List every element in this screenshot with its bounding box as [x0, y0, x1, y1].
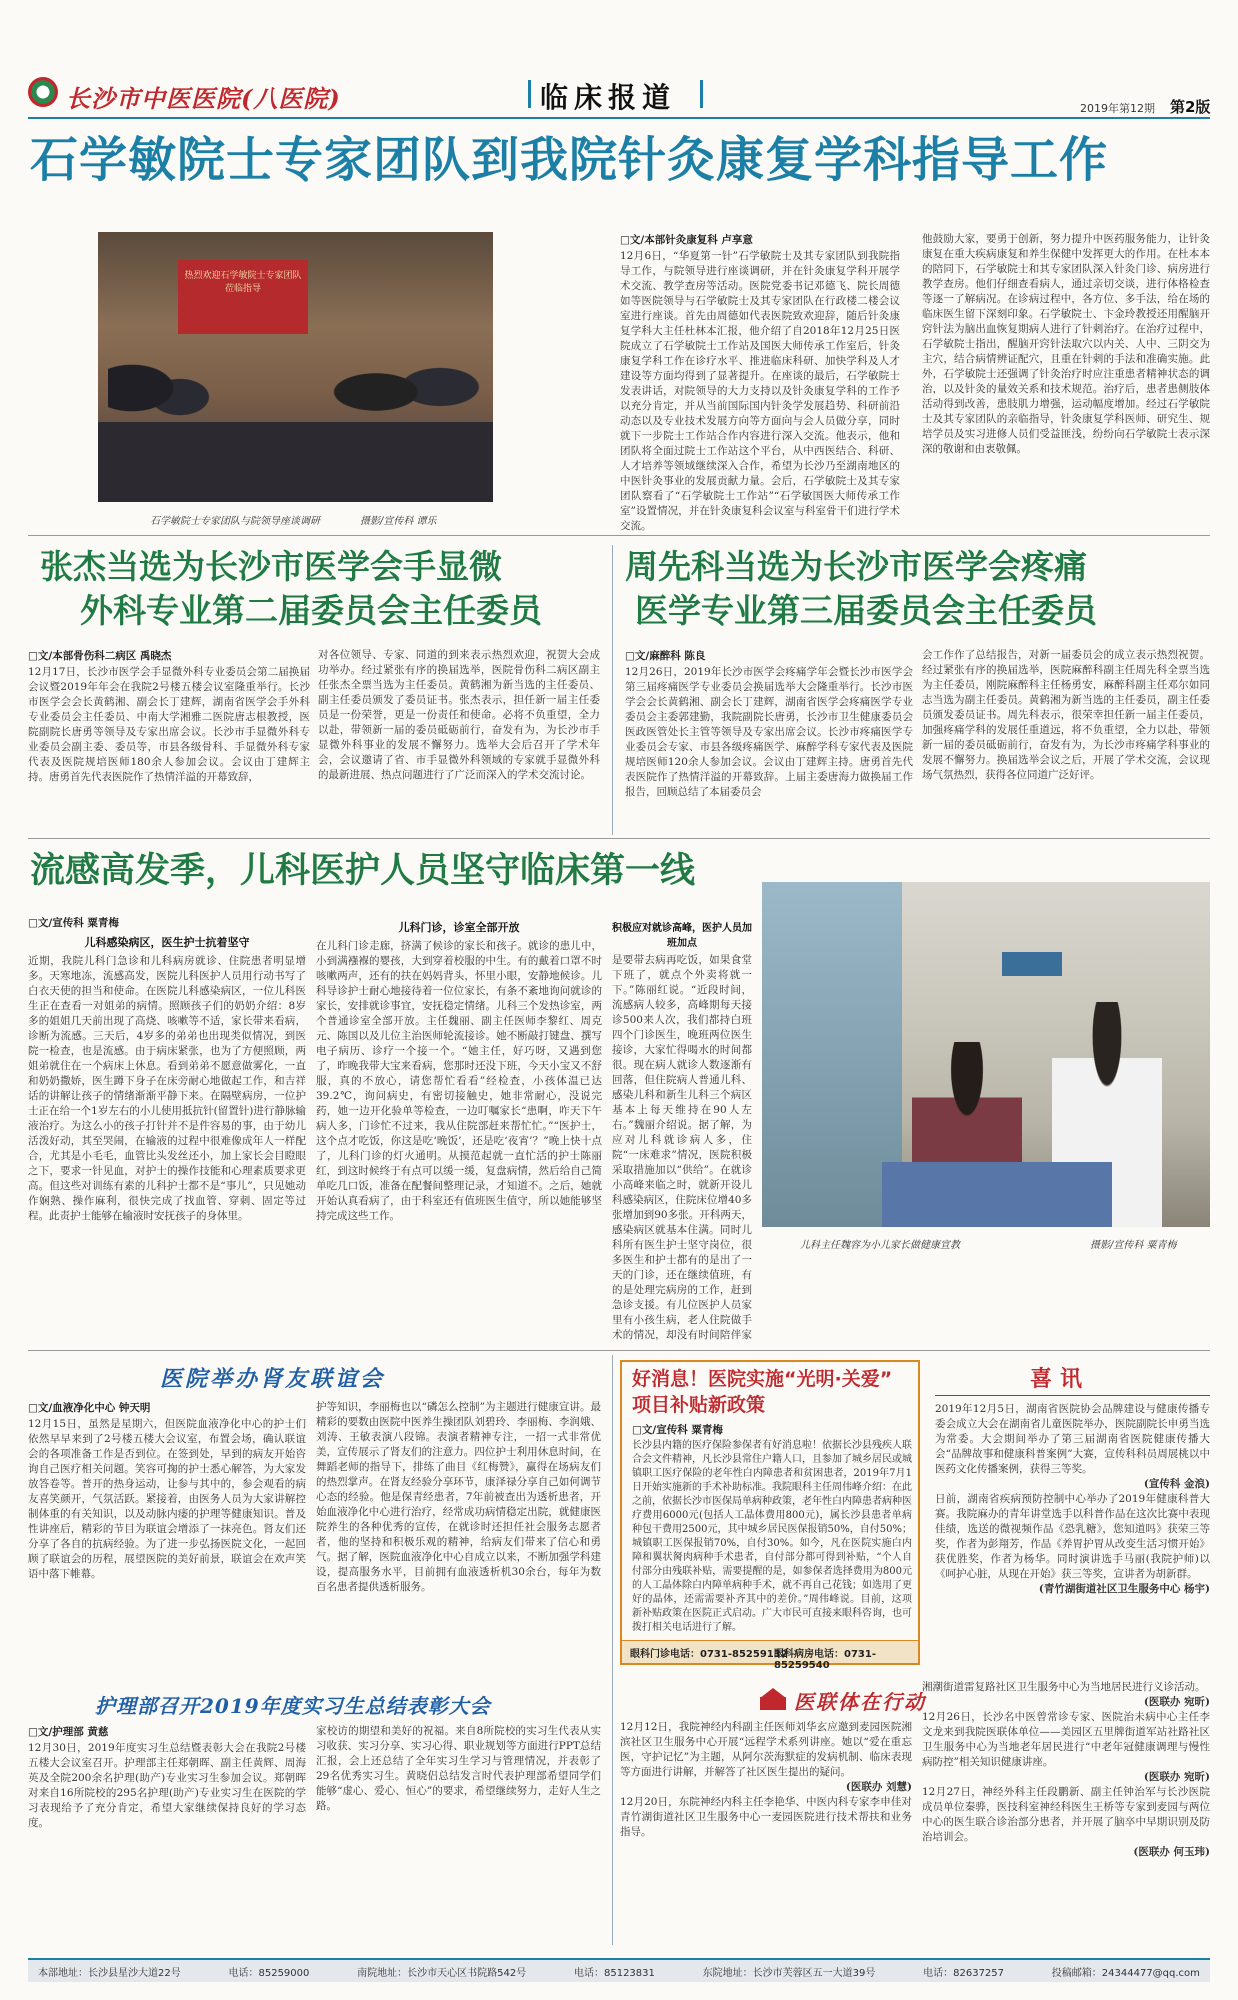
byline: □文/护理部 黄慈	[28, 1726, 109, 1738]
roof-shape	[760, 1688, 786, 1698]
article-title: 医联体在行动	[794, 1690, 926, 1714]
article-text: 12月30日，2019年度实习生总结暨表彰大会在我院2号楼五楼大会议室召开。护理部主任郑朝晖、副主任黄辉、周海英及全院200余名护理(助产)专业实习生参加会议。郑朝晖对来自16所院校的295名护理(助产)专业实习生在医院的学习表现给予了充分肯定，希望大家继续保持良好的学习态度。	[28, 1742, 306, 1829]
eye-clinic-phone: 眼科门诊电话：0731-85259132	[630, 1649, 788, 1660]
signature: (医联办 刘慧)	[845, 1781, 912, 1793]
hospital-logo-icon	[28, 77, 58, 107]
article-title: 医院举办肾友联谊会	[160, 1366, 386, 1392]
signature: (青竹湖街道社区卫生服务中心 杨宇)	[1038, 1583, 1210, 1595]
article-text: 2019年12月5日，湖南省医院协会品牌建设与健康传播专委会成立大会在湖南省儿童医院举办，医院副院长申勇当选为常委。大会期间举办了第三届湖南省医院健康传播大会“品牌故事和健康科普案例”大赛，宣传科科员周展桃以中医药文化传播案例，获得三等奖。	[935, 1403, 1210, 1475]
photo-sign	[1002, 952, 1062, 976]
photo-credit: 摄影/宣传科 谭乐	[360, 516, 437, 527]
medical-alliance-icon	[760, 1688, 786, 1710]
article-body	[620, 1720, 912, 1945]
byline: □文/血液净化中心 钟天明	[28, 1402, 151, 1414]
section-bar-right	[700, 80, 703, 108]
article-text: 对各位领导、专家、同道的到来表示热烈欢迎，祝贺大会成功举办。经过紧张有序的换届选举，医院骨伤科二病区副主任张杰全票当选为主任委员。黄鹤湘为新当选的主任委员、副主任委员颁发了委员证书。张杰表示，担任新一届主任委员是一份荣誉，更是一份责任和使命。必将不负重望，全力以赴，带领新一届的委员砥砺前行，奋发有为，为长沙市手显微外科事业的发展不懈努力。选举大会后召开了学术年会，会议邀请了省、市手显微外科领域的专家就手显微外科的最新进展、热点问题进行了广泛而深入的学术交流讨论。	[318, 649, 600, 781]
divider	[28, 1350, 1210, 1351]
article-body	[28, 1724, 306, 1944]
section-bar-left	[528, 80, 531, 108]
column-divider	[612, 545, 613, 835]
subheading: 儿科门诊，诊室全部开放	[398, 921, 520, 934]
byline: □文/本部骨伤科二病区 禹晓杰	[28, 650, 172, 662]
article-text: 他鼓励大家，要勇于创新，努力提升中医药服务能力，让针灸康复在重大疾病康复和养生保健中发挥更大的作用。在杜本本的陪同下，石学敏院士和其专家团队深入针灸门诊、病房进行教学查房。他们仔细查看病人，通过亲切交谈，进行体格检查等逐一了解病况。在诊病过程中，各方位、多手法，给在场的临床医生留下深刻印象。石学敏院士、卞金玲教授还用醒脑开窍针法为脑出血恢复期病人进行了针刺治疗。在治疗过程中，石学敏院士指出，醒脑开窍针法取穴以内关、人中、三阴交为主穴，结合病情辨证配穴，且重在针刺的手法和准确实施。此外，石学敏院士还强调了针灸治疗时应注重患者精神状态的调治，以及针灸的量效关系和技术规范。治疗后，患者患侧肢体活动得到改善，患肢肌力增强，运动幅度增加。经过石学敏院士及其专家团队的亲临指导，针灸康复学科医师、研究生、规培学员及实习进修人员们受益匪浅，纷纷向石学敏院士表示深深的敬谢和由衷敬佩。	[922, 233, 1210, 455]
masthead	[0, 0, 1238, 118]
footer-east-address: 东院地址：长沙市芙蓉区五一大道39号	[702, 1967, 876, 1979]
article-body	[612, 915, 752, 1340]
subheading: 积极应对就诊高峰，医护人员加班加点	[612, 923, 752, 949]
footer-south-phone: 电话：85123831	[573, 1967, 655, 1979]
photo-banner-text: 热烈欢迎石学敏院士专家团队莅临指导	[184, 271, 302, 294]
article-text: 12月12日，我院神经内科副主任医师刘华玄应邀到麦园医院湘滨社区卫生服务中心开展“远程学术系列讲座。她以“爱在重忘医，守护记忆”为主题，从阿尔茨海默症的发病机制、临床表现等方面进行讲解，并解答了社区医生提出的疑问。	[620, 1721, 912, 1778]
article-text: 12月20日，东院神经内科主任李艳华、中医内科专家李申佳对青竹湖街道社区卫生服务中心一麦园医院进行技术帮扶和业务指导。	[620, 1796, 912, 1838]
eye-ward-phone: 眼科病房电话：0731-85259540	[774, 1649, 876, 1671]
article-text: 是要带去病再吃饭，如果食堂下班了，就点个外卖将就一下。”陈丽红说。“近段时间，流感病人较多，高峰期每天接诊500来人次，我们都持白班四个门诊医生，晚班两位医生接诊，大家忙得喝水的时间都很。现在病人就诊人数逐渐有回落，但住院病人普通儿科、感染儿科和新生儿科三个病区基本上每天维持在90人左右。”魏丽介绍说。据了解，为应对儿科就诊病人多，住院“一床难求”情况，医院积极采取措施加以“供给”。在就诊小高峰来临之时，就新开设儿科感染病区，住院床位增40多张增加到90多张。开科两天，感染病区就基本住满。同时儿科所有医生护士坚守岗位，很多医生和护士都有的是出了一天的门诊，还在继续值班，有的是处理完病房的工作，赶到急诊支援。有儿位医护人员家里有小孩生病，老人住院做手术的情况，却没有时间陪伴家	[612, 954, 752, 1340]
divider	[28, 535, 1210, 536]
issue-number: 2019年第12期	[1080, 102, 1155, 115]
byline: □文/本部针灸康复科 卢享意	[620, 234, 753, 246]
logo-text: 长沙市中医医院(八医院)	[66, 84, 341, 113]
signature: (医联办 宛昕)	[1143, 1696, 1210, 1708]
photo-people-right	[328, 342, 488, 442]
article-text: 12月26日，2019年长沙市医学会疼痛学年会暨长沙市医学会第三届疼痛医学专业委员会换届选举大会隆重举行。长沙市医学会会长黄鹤湘、副会长丁建辉，湖南省医学会疼痛医学专业委员会主委郭建勤，我院副院长唐勇，长沙市卫生健康委员会医政医管处长主管等领导及专家出席会议。长沙市疼痛医学专业委员会专家、市县各级疼痛医学、麻醉学科专家代表及医院规培医师120余人参加会议。会议由丁建辉主持。唐勇首先代表医院作了热情洋溢的开幕致辞。上届主委唐海力做换届工作报告，回顾总结了本届委员会	[625, 666, 913, 798]
article-title-line: 好消息！医院实施“光明·关爱”	[632, 1368, 893, 1390]
article-text: 湘潮街道雷复路社区卫生服务中心为当地居民进行义诊活动。	[922, 1681, 1206, 1693]
masthead-rule	[28, 117, 1210, 119]
article-title-line: 项目补贴新政策	[632, 1394, 766, 1416]
article-body	[935, 1402, 1210, 1672]
footer-bar	[28, 1958, 1210, 1982]
article-text: 家校访的期望和美好的祝福。来自8所院校的实习生代表从实习收获、实习分享、实习心得、职业规划等方面进行PPT总结汇报，会上还总结了全年实习生学习与管理情况，并表彰了29名优秀实习生。黄晓侣总结发言时代表护理部希望同学们能够“虚心、爱心、恒心”的要求，希望继续努力，走好人生之路。	[316, 1725, 601, 1812]
footer-east-phone: 电话：82637257	[923, 1967, 1005, 1979]
byline: □文/宣传科 粟青梅	[632, 1424, 723, 1436]
signature: (宣传科 金浪)	[1143, 1478, 1210, 1490]
article-text: 会工作作了总结报告，对新一届委员会的成立表示热烈祝贺。经过紧张有序的换届选举，医院麻醉科副主任周先科全票当选为主任委员，刚院麻醉科主任杨勇安，麻醉科副主任邓尔如同志当选为副主任委员。黄鹤湘为新当选的主任委员，副主任委员颁发委员证书。周先科表示，很荣幸担任新一届主任委员，加强疼痛学科的发展任重道远，将不负重望，全力以赴，带领新一届的委员砥砺前行，奋发有为，为长沙市疼痛学科事业的发展不懈努力。换届选举会议之后，开展了学术交流，会议现场气氛热烈，获得各位同道广泛好评。	[922, 649, 1210, 781]
article-title: 护理部召开2019年度实习生总结表彰大会	[95, 1694, 491, 1718]
photo-bed	[882, 1162, 1112, 1227]
article-body	[28, 648, 310, 785]
article-body	[922, 232, 1210, 457]
article-body	[620, 232, 900, 534]
article-title-line: 外科专业第二届委员会主任委员	[80, 591, 542, 630]
article-body	[632, 1422, 912, 1634]
divider	[28, 838, 1210, 839]
article-text: 12月17日，长沙市医学会手显微外科专业委员会第二届换届会议暨2019年年会在我院2号楼五楼会议室隆重举行。长沙市医学会会长黄鹤湘、副会长丁建辉，湖南省医学会手外科专业委员会主任委员、中南大学湘雅二医院唐志根教授，医院副院长唐勇等领导及专家出席会议。长沙市手显微外科专业委员会副主委、委员等，市县各级骨科、手显微外科专家代表及医院规培医师180余人参加会议。会议由丁建辉主持。唐勇首先代表医院作了热情洋溢的开幕致辞，	[28, 666, 310, 783]
photo-caption: 石学敏院士专家团队与院领导座谈调研	[150, 516, 320, 527]
article-text: 12月15日，虽然是星期六，但医院血液净化中心的护士们依然早早来到了2号楼五楼大会议室，布置会场，确认联谊会的各项准备工作是否到位。在签到处，早到的病友开始咨询自己医疗相关问题。笑容可掬的护士悉心解答，为大家发放答卷等。普开的热身运动，让参与其中的，参会观看的病友喜笑颜开，气氛活跃。紧接着，由医务人员为大家讲解控制体重的有关知识，以及动脉内瘘的护理等健康知识。普及性讲座后，精彩的节目为联谊会增添了一抹亮色。肾友们还分享了各自的抗病经验。为了进一步弘扬医院文化，一起回顾了联谊会的历程，展望医院的美好前景，联谊会在欢声笑语中落下帷幕。	[28, 1418, 306, 1580]
article-body	[316, 1400, 601, 1675]
byline: □文/宣传科 粟青梅	[28, 917, 119, 929]
photo-credit: 摄影/宣传科 粟青梅	[1090, 1240, 1177, 1251]
article-title: 流感高发季，儿科医护人员坚守临床第一线	[30, 851, 696, 891]
article-title: 石学敏院士专家团队到我院针灸康复学科指导工作	[30, 132, 1109, 188]
article-text: 护等知识，李丽梅也以“磷怎么控制”为主题进行健康宣讲。最精彩的要数由医院中医养生操团队刘碧玲、李丽梅、李润娥、刘涛、王敏表演八段锦。表演者精神专注，一招一式非常优美，宣传展示了肾友们的注意力。四位护士利用休息时间，在舞蹈老师的指导下，排练了曲目《红梅赞》，赢得在场病友们的热烈掌声。在肾友经验分享环节，康泽禄分享自己如何调节心态的经验。他是保青经患者，7年前被查出为透析患者，开始血液净化中心进行治疗，经常成功病情稳定出院，就健康医院养生的各种优秀的宣传，在就诊时还担任社会服务志愿者者，他的坚持和积极乐观的精神，给病友们带来了信心和勇气。据了解，医院血液净化中心自成立以来，不断加强学科建设，提高服务水平，目前拥有血液透析机30余台，每年为数百名患者提供透析服务。	[316, 1401, 601, 1593]
article-text: 在儿科门诊走廊，挤满了候诊的家长和孩子。就诊的患儿中，小到满襁褓的婴孩，大到穿着校服的中生。有的戴着口罩不时咳嗽两声，还有的扶在妈妈背头，怀里小眼，安静地候诊。儿科导诊护士耐心地接待着一位位家长，有条不紊地询问就诊的家长，安排就诊事宜，安抚稳定情绪。儿科三个发热诊室，两个普通诊室全部开放。主任魏丽、副主任医师李黎红、周克元、陈国以及儿位主治医师轮流接诊。她不断敲打键盘、撰写电子病历、诊疗一个接一个。“她主任，好巧呀，又遇到您了，昨晚我带大宝来看病，您那时还没下班，今天小宝又不舒服，真的不放心，请您帮忙看看”经检查，小孩体温已达39.2℃，询问病史，有密切接触史，她非常耐心，没说完药，她一边开化验单等检查，一边叮嘱家长“患啊，咋天下午病人多，门诊忙不过来，我从住院部赶来帮忙忙。”“医护士，这个点才吃饭，你这是吃‘晚饭’，还是吃‘夜宵’？”晚上快十点了，儿科门诊的灯火通明。从摸范起就一直忙活的护士陈丽红，到这时候终于有点可以缓一缓，复盘病情，然后给自己简单吃几口饭，准备在配餐间整理记录，才知道不。之后，她就开始认真看病了，由于科室还有值班医生值守，所以她能够坚持完成这些工作。	[316, 940, 602, 1222]
subheading: 儿科感染病区，医生护士抗着坚守	[84, 936, 250, 949]
article-text: 12月26日，长沙名中医曾常诊专家、医院治未病中心主任李文龙来到我院医联体单位——美园区五里牌街道军站社路社区卫生服务中心为当地老年居民进行“中老年冠健康调理与慢性病防控”相关知识健康讲座。	[922, 1711, 1210, 1768]
article-body	[316, 915, 602, 1340]
article-text: 12月6日，“华夏第一针”石学敏院士及其专家团队到我院指导工作，与院领导进行座谈调研，并在针灸康复学科开展学术交流、教学查房等活动。医院党委书记邓德飞、院长周德如等医院领导与石学敏院士及其专家团队在行政楼二楼会议室进行座谈。首先由周德如代表医院致欢迎辞，随后针灸康复学科大主任杜林本汇报，他介绍了自2018年12月25日医院成立了石学敏院士工作站及国医大师传承工作室后，针灸康复学科工作在诊疗水平、推进临床科研、加快学科及人才建设等方面均得到了显著提升。在座谈的最后，石学敏院士发表讲话，对院领导的大力支持以及针灸康复学科的工作予以充分肯定，并从当前国际国内针灸学发展趋势、科研前沿动态以及专业技术发展方向等方面向与会人员做分享，同时就下一步院士工作站合作内容进行深入交流。他表示，他和团队将全面过院士工作站这个平台，从中西医结合、科研、人才培养等领域继续深入合作，希望为长沙乃至湖南地区的中医针灸事业的发展贡献力量。会后，石学敏院士及其专家团队察看了“石学敏院士工作站”“石学敏国医大师传承工作室”设置情况，并在针灸康复科会议室与科室骨干们进行学术交流。	[620, 250, 900, 532]
article-body	[625, 648, 913, 800]
signature: (医联办 何玉玮)	[1133, 1846, 1210, 1858]
article-body	[316, 1724, 601, 1944]
byline: □文/麻醉科 陈良	[625, 650, 706, 662]
article-title	[632, 1366, 916, 1418]
article-title: 喜讯	[1030, 1367, 1091, 1392]
article-title-line: 周先科当选为长沙市医学会疼痛	[625, 547, 1087, 586]
article-title	[625, 545, 1210, 633]
article-text: 日前，湖南省疾病预防控制中心举办了2019年健康科普大赛。我院麻办的青年讲堂选手以科普作品在这次比赛中表现佳绩，选送的微视频作品《恐乳糖》，您知道吗》获荣三等奖，作者为彭翔芳，作品《养胃护胃从改变生活习惯开始》获优胜奖，作者为杨华。同时演讲选手马丽(我院护师)以《呵护心脏，从现在开始》获三等奖，宣讲者为胡新群。	[935, 1493, 1210, 1580]
section-title: 临床报道	[540, 81, 677, 114]
photo-caption: 儿科主任魏容为小儿家长做健康宣教	[800, 1240, 960, 1251]
photo-pediatric-ward	[762, 882, 1210, 1227]
phone-bar	[622, 1640, 918, 1671]
article-body	[28, 915, 306, 1340]
page-number: 第2版	[1170, 98, 1211, 116]
signature: (医联办 宛昕)	[1143, 1771, 1210, 1783]
footer-south-address: 南院地址：长沙市天心区书院路542号	[357, 1967, 527, 1979]
footer-main-phone: 电话：85259000	[228, 1967, 310, 1979]
article-body	[318, 648, 600, 783]
article-title-line: 张杰当选为长沙市医学会手显微	[40, 547, 502, 586]
photo-people-left	[108, 352, 228, 442]
article-title	[40, 545, 600, 633]
photo-window	[762, 882, 902, 1227]
article-body	[922, 648, 1210, 783]
footer-email[interactable]: 投稿邮箱：24344477@qq.com	[1051, 1967, 1200, 1979]
article-title-line: 医学专业第三届委员会主任委员	[635, 591, 1097, 630]
column-divider	[612, 1355, 613, 1945]
article-body	[922, 1680, 1210, 1945]
article-body	[28, 1400, 306, 1675]
article-text: 近期，我院儿科门急诊和儿科病房就诊、住院患者明显增多。天寒地冻，流感高发，医院儿科医护人员用行动书写了白衣天使的担当和使命。在医院儿科感染病区，一位儿科医生正在查看一对姐弟的病情。照顾孩子们的奶奶介绍：8岁多的姐姐几天前出现了高烧、咳嗽等不适，家长带来看病，诊断为流感。三天后，4岁多的弟弟也出现类似情况，到医院一检查，也是流感。由于病床紧张，也为了方便照顾，两姐弟就住在一个病床上休息。看到弟弟不愿意做雾化，一直和奶奶撒娇，医生蹲下身子在床旁耐心地做起工作，和吉祥话的讲解让孩子的情绪渐渐平静下来。在隔壁病房，一位护士正在给一个1岁左右的小儿使用抵抗针(留置针)进行静脉输液治疗。为这么小的孩子打针并不是件容易的事，由于幼儿活泼好动，其至哭闹，在输液的过程中很难像成年人一样配合，尤其是小毛毛，血管比头发丝还小，加上家长会目瞪眼之下，要求一针见血，对护士的操作技能和心理素质要求更高。但这些对训练有素的儿科护士都不是“事儿”，只见她动作娴熟、操作麻利，很快完成了找血管、穿刺、固定等过程。此责护士能够在输液时安抚孩子的身体里。	[28, 955, 306, 1222]
article-text: 12月27日，神经外科主任段鹏新、副主任钟治军与长沙医院成员单位秦骅，医技科室神经科医生王桥等专家到麦园与两位中心的医生联合诊治部分患者，并开展了脑卒中早期识别及防治培训会。	[922, 1786, 1210, 1843]
title-underline	[935, 1395, 1210, 1396]
footer-main-address: 本部地址：长沙县星沙大道22号	[38, 1967, 181, 1979]
photo-academician-meeting	[98, 232, 493, 502]
article-text: 长沙县内籍的医疗保险参保者有好消息啦！依据长沙县残疾人联合会文件精神，凡长沙县常住户籍人口，且参加了城乡居民或城镇职工医疗保险的老年性白内障患者和贫困患者，2019年7月1日开始实施新的手术补助标准。我院眼科主任周伟峰介绍：在此之前，依据长沙市医保局单病种政策，老年性白内障患者病种医疗费用6000元(包括人工晶体费用800元)，属长沙县患者单病种包干费用2500元，其中城乡居民医保报销50%，自付50%；城镇职工医保报销70%，自付30%。如今，凡在医院实施白内障和翼状胬肉病种手术患者，自付部分都可得到补贴，“个人自付部分由残联补贴，需要提醒的是，如参保者选择费用为800元的人工晶体除白内障单病种手术，就不再自己花钱；如选用了更好的晶体，还需需要补齐其中的差价。”周伟峰说。目前，这项新补贴政策在医院正式启动。广大市民可直接来眼科咨询，也可拨打相关电话进行了解。	[632, 1440, 912, 1633]
